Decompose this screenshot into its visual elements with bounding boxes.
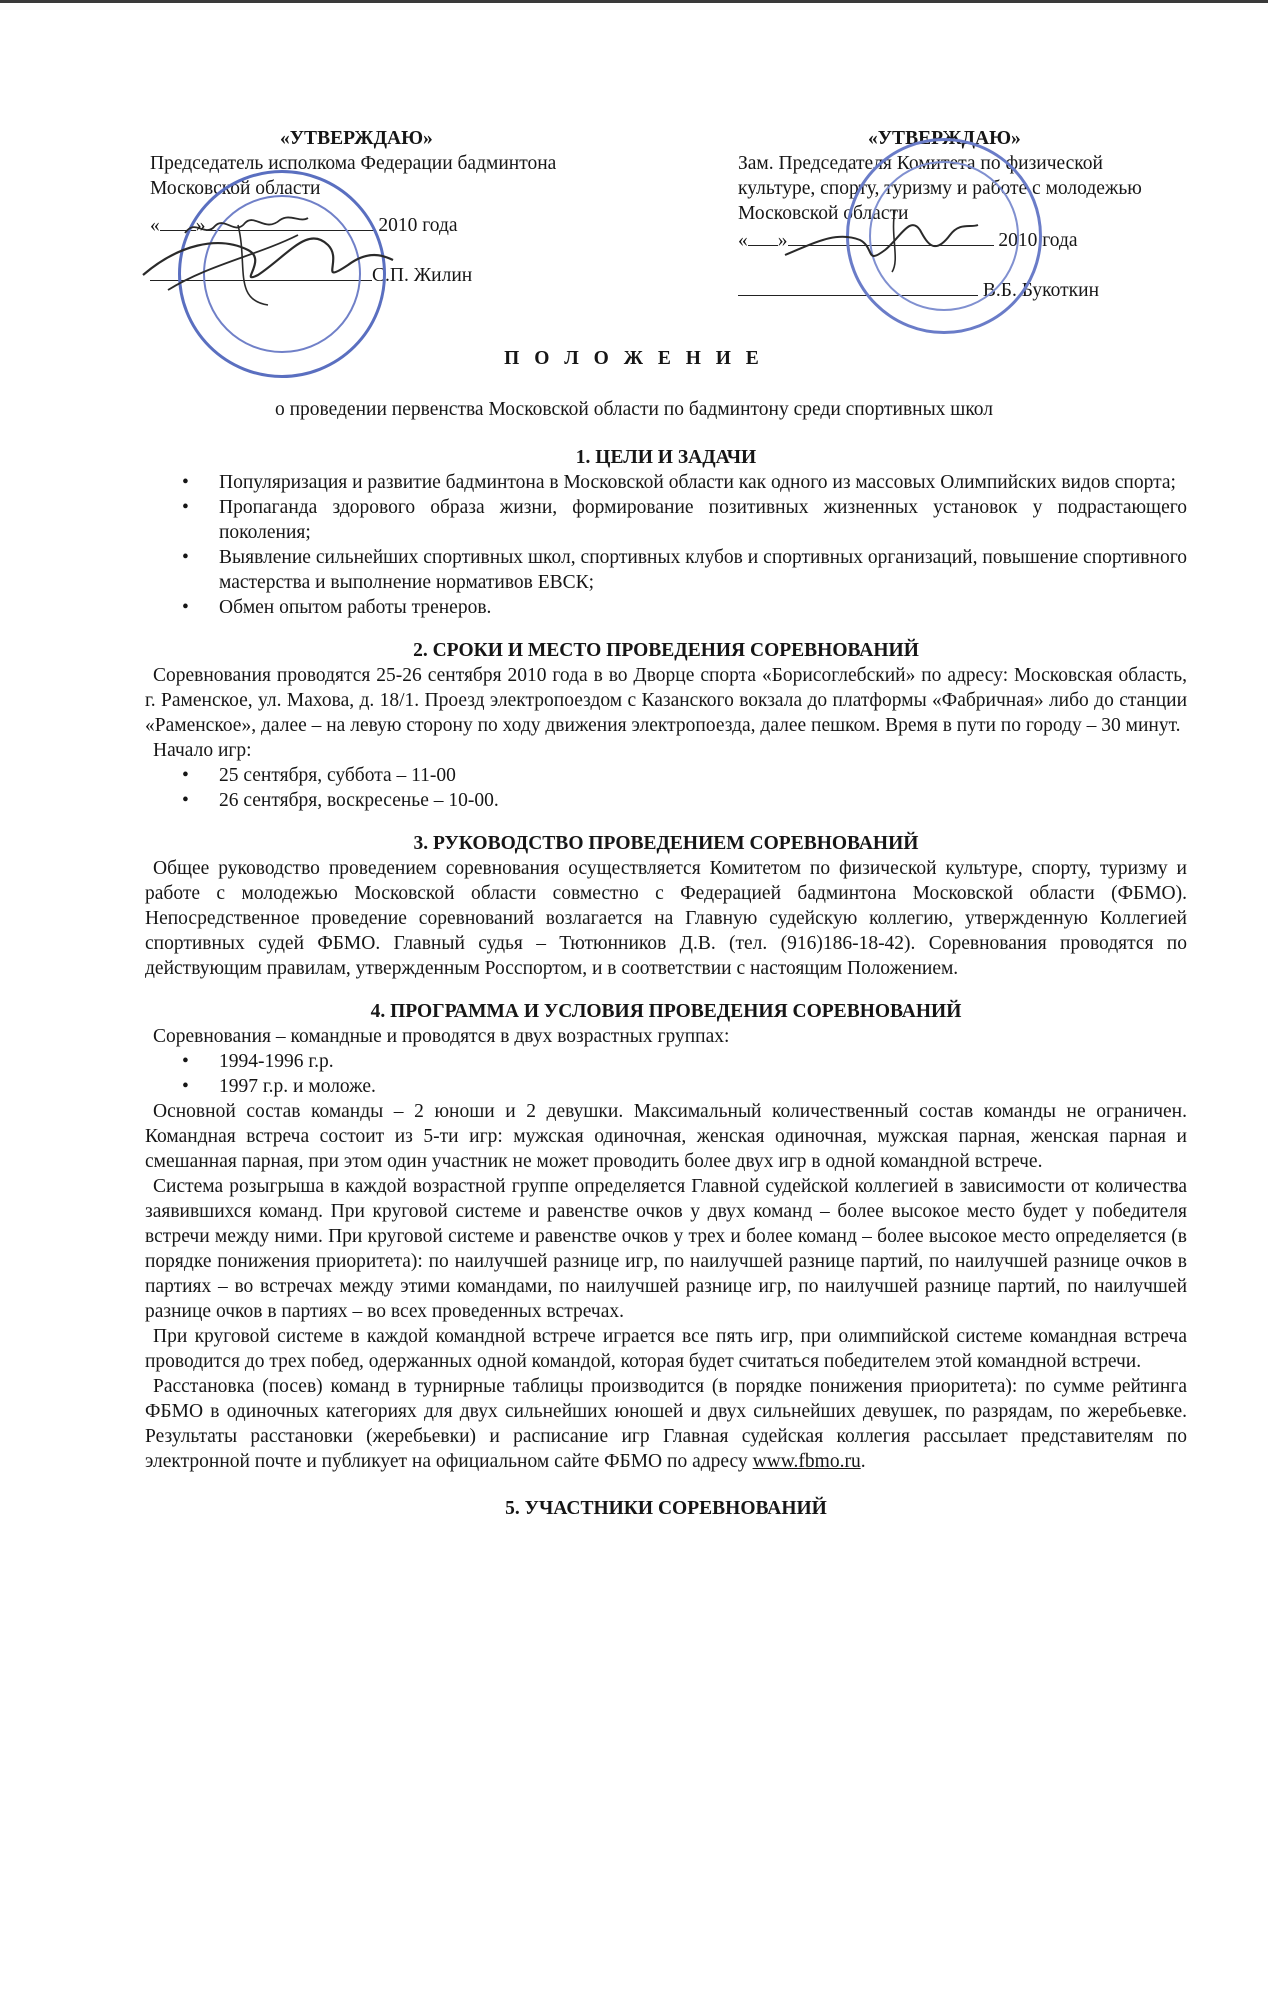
signature-right-icon <box>777 200 980 275</box>
fbmo-website-link[interactable]: www.fbmo.ru <box>752 1451 861 1472</box>
section3-heading: 3. РУКОВОДСТВО ПРОВЕДЕНИЕМ СОРЕВНОВАНИЙ <box>413 833 919 854</box>
approval-left-line2: Московской области <box>150 178 321 199</box>
approval-right-line1: Зам. Председателя Комитета по физической <box>738 153 1103 174</box>
section4-list <box>145 1049 1187 1099</box>
section3-paragraph: Общее руководство проведением соревнования осуществляется Комитетом по физической культуре, спорту, туризму и работе с молодежью Московской области совместно с Федерацией бадминтона Московской области (ФБМО). Непосредственное проведение соревнований возлагается на Главную судейскую коллегию, утвержденную Коллегией спортивных судей ФБМО. Главный судья – Тютюнников Д.В. (тел. (916)186-18-42). Соревнования проводятся по действующим правилам, утвержденным Росспортом, и в соответствии с настоящим Положением. <box>145 858 1187 979</box>
section2-heading: 2. СРОКИ И МЕСТО ПРОВЕДЕНИЯ СОРЕВНОВАНИЙ <box>413 640 919 661</box>
approval-heading-left: «УТВЕРЖДАЮ» <box>280 128 433 149</box>
bullet-icon: • <box>182 597 189 618</box>
bullet-icon: • <box>182 547 189 568</box>
date-open-quote: « <box>738 230 748 251</box>
approval-heading-right: «УТВЕРЖДАЮ» <box>868 128 1021 149</box>
document-title: П О Л О Ж Е Н И Е <box>504 348 764 369</box>
section4-paragraph-1: Основной состав команды – 2 юноши и 2 девушки. Максимальный количественный состав команды не ограничен. Командная встреча состоит из 5-ти игр: мужская одиночная, женская одиночная, мужская парная, женская парная и смешанная парная, при этом один участник не может проводить более двух игр в одной командной встрече. <box>145 1101 1187 1172</box>
section4-paragraph-2: Система розыгрыша в каждой возрастной группе определяется Главной судейской коллегией в зависимости от количества заявившихся команд. При круговой системе и равенстве очков у двух команд – более высокое место будет у победителя встречи между ними. При круговой системе и равенстве очков у трех и более команд – более высокое место определяется (в порядке понижения приоритета): по наилучшей разнице игр, по наилучшей разнице партий, по наилучшей разнице очков в партиях – во встречах между этими командами, по наилучшей разнице игр, по наилучшей разнице партий, по наилучшей разнице очков в партиях – во всех проведенных встречах. <box>145 1176 1187 1322</box>
bullet-icon: • <box>182 472 189 493</box>
approval-left-line1: Председатель исполкома Федерации бадминтона <box>150 153 557 174</box>
bullet-icon: • <box>182 790 189 811</box>
date-close-quote: » <box>195 215 206 236</box>
section1-heading: 1. ЦЕЛИ И ЗАДАЧИ <box>575 447 757 468</box>
section1-list <box>145 470 1187 620</box>
scan-top-edge <box>0 0 1268 3</box>
signer-name-left: С.П. Жилин <box>372 265 473 286</box>
bullet-icon: • <box>182 497 189 518</box>
section2-paragraph: Соревнования проводятся 25-26 сентября 2010 года в во Дворце спорта «Борисоглебский» по адресу: Московская область, г. Раменское, ул. Махова, д. 18/1. Проезд электропоездом с Казанского вокзала до платформы «Фабричная» либо до станции «Раменское», далее – на левую сторону по ходу движения электропоезда, далее пешком. Время в пути по городу – 30 минут. <box>145 665 1187 736</box>
signer-name-right: В.Б. Букоткин <box>982 280 1100 301</box>
section4-intro: Соревнования – командные и проводятся в двух возрастных группах: <box>153 1026 730 1047</box>
section2-start-label: Начало игр: <box>153 740 252 761</box>
date-handwriting-icon <box>180 208 310 248</box>
approval-right-line2: культуре, спорту, туризму и работе с молодежью <box>738 178 1142 199</box>
section4-paragraph-4: Расстановка (посев) команд в турнирные таблицы производится (в порядке понижения приоритета): по сумме рейтинга ФБМО в одиночных категориях для двух сильнейших юношей и двух сильнейших девушек, по разрядам, по жеребьевке. Результаты расстановки (жеребьевки) и расписание игр Главная судейская коллегия рассылает представителям по электронной почте и публикует на официальном сайте ФБМО по адресу www.fbmo.ru. <box>145 1376 1187 1472</box>
list-item: • 25 сентября, суббота – 11-00 <box>182 765 456 786</box>
bullet-icon: • <box>182 1076 189 1097</box>
day-blank <box>748 226 778 246</box>
list-item: • 1997 г.р. и моложе. <box>182 1076 376 1097</box>
list-item: • Популяризация и развитие бадминтона в Московской области как одного из массовых Олимпийских видов спорта; <box>182 472 1176 493</box>
section5-heading: 5. УЧАСТНИКИ СОРЕВНОВАНИЙ <box>505 1498 827 1519</box>
list-item: • Пропаганда здорового образа жизни, формирование позитивных жизненных установок у подрастающего поколения; <box>182 497 1187 543</box>
list-item: • Обмен опытом работы тренеров. <box>182 597 492 618</box>
list-item: • 26 сентября, воскресенье – 10-00. <box>182 790 499 811</box>
document-subtitle: о проведении первенства Московской области по бадминтону среди спортивных школ <box>274 399 994 420</box>
list-item: • 1994-1996 г.р. <box>182 1051 334 1072</box>
bullet-icon: • <box>182 765 189 786</box>
bullet-icon: • <box>182 1051 189 1072</box>
date-open-quote: « <box>150 215 160 236</box>
date-year: 2010 года <box>998 230 1078 251</box>
list-item: • Выявление сильнейших спортивных школ, спортивных клубов и спортивных организаций, повышение спортивного мастерства и выполнение нормативов ЕВСК; <box>182 547 1187 593</box>
date-year: 2010 года <box>378 215 458 236</box>
approval-right-line3: Московской области <box>738 203 909 224</box>
document-body <box>145 441 1187 1521</box>
date-close-quote: » <box>777 230 788 251</box>
section4-heading: 4. ПРОГРАММА И УСЛОВИЯ ПРОВЕДЕНИЯ СОРЕВНОВАНИЙ <box>370 1001 962 1022</box>
section4-paragraph-3: При круговой системе в каждой командной встрече играется все пять игр, при олимпийской системе командная встреча проводится до трех побед, одержанных одной командой, которая будет считаться победителем этой командной встречи. <box>145 1326 1187 1372</box>
section2-list <box>145 763 1187 813</box>
